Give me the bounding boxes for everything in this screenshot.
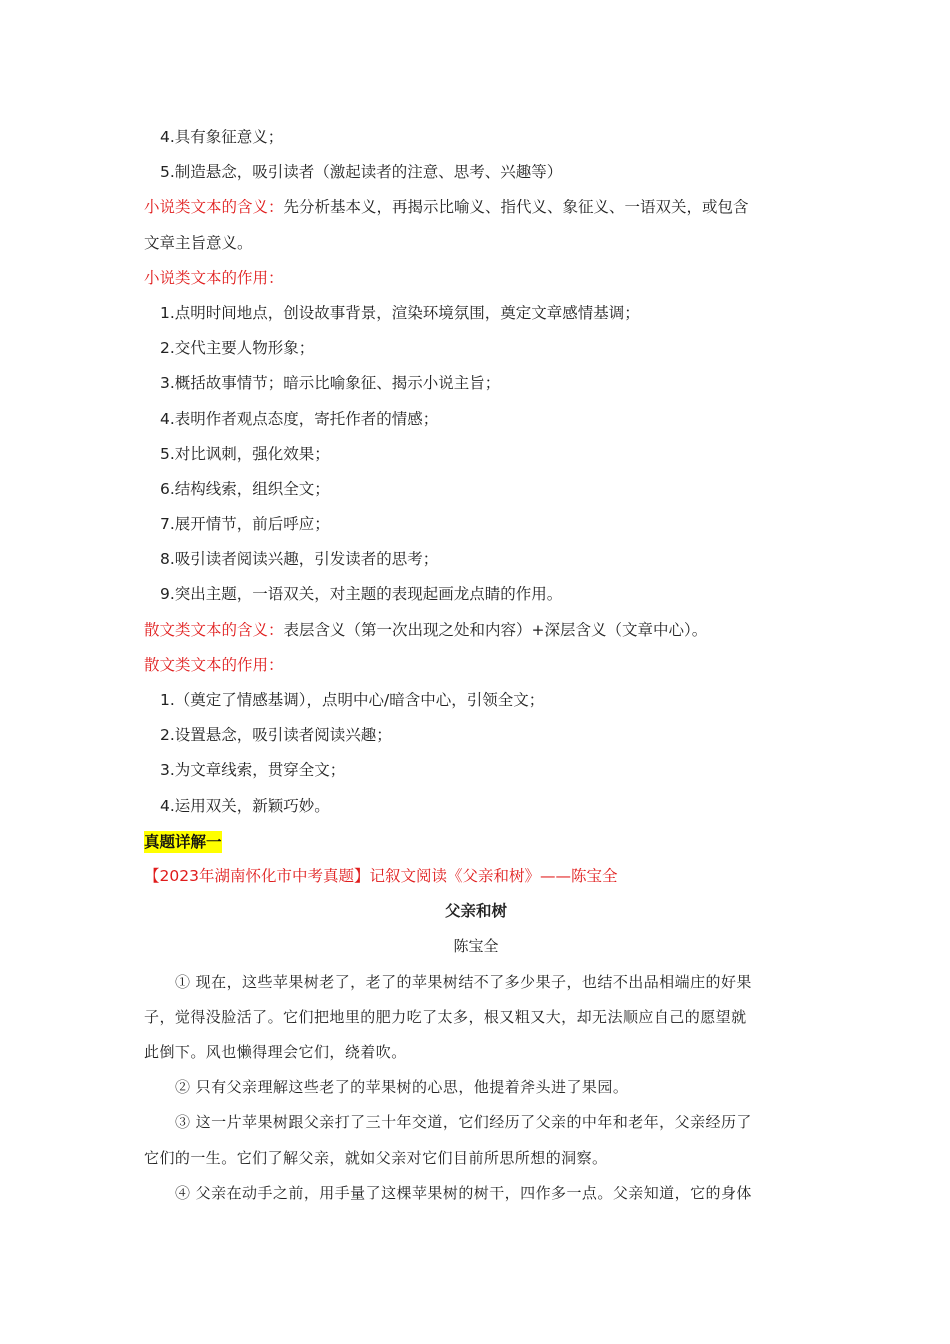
paragraph-line: ③ 这一片苹果树跟父亲打了三十年交道，它们经历了父亲的中年和老年，父亲经历了: [175, 1113, 752, 1132]
section-heading: 真题详解一: [144, 832, 222, 851]
novel-meaning-continuation: 文章主旨意义。: [144, 233, 253, 252]
list-item: 4.表明作者观点态度，寄托作者的情感；: [160, 409, 439, 428]
novel-meaning-label: 小说类文本的含义：: [144, 198, 284, 217]
intro-item: 5.制造悬念，吸引读者（激起读者的注意、思考、兴趣等）: [160, 163, 563, 182]
list-item: 4.运用双关，新颖巧妙。: [160, 796, 330, 815]
essay-function-label: 散文类文本的作用：: [144, 655, 284, 674]
novel-meaning-text: 先分析基本义，再揭示比喻义、指代义、象征义、一语双关，或包含: [283, 198, 749, 217]
novel-meaning-line: [144, 190, 808, 225]
list-item: 2.设置悬念，吸引读者阅读兴趣；: [160, 726, 392, 745]
paragraph-line: ④ 父亲在动手之前，用手量了这棵苹果树的树干，四作多一点。父亲知道，它的身体: [175, 1183, 752, 1202]
paragraph-line: ① 现在，这些苹果树老了，老了的苹果树结不了多少果子，也结不出品相端庄的好果: [175, 972, 752, 991]
intro-item: 4.具有象征意义；: [160, 128, 284, 146]
list-item: 3.概括故事情节；暗示比喻象征、揭示小说主旨；: [160, 374, 501, 393]
article-paragraph-3: [144, 1105, 808, 1175]
list-item: 8.吸引读者阅读兴趣，引发读者的思考；: [160, 550, 439, 569]
list-item: 5.对比讽刺，强化效果；: [160, 444, 330, 463]
paragraph-line: 此倒下。风也懒得理会它们，绕着吹。: [144, 1042, 407, 1061]
section-heading-row: [144, 824, 808, 859]
article-paragraph-4: [144, 1176, 808, 1211]
list-item: 9.突出主题，一语双关，对主题的表现起画龙点睛的作用。: [160, 585, 563, 604]
document-page: [144, 120, 808, 1211]
list-item: 3.为文章线索，贯穿全文；: [160, 761, 346, 780]
article-paragraph-2: [144, 1070, 808, 1105]
article-author: 陈宝全: [453, 937, 499, 956]
novel-function-label: 小说类文本的作用：: [144, 268, 284, 287]
paragraph-line: 它们的一生。它们了解父亲，就如父亲对它们目前所思所想的洞察。: [144, 1148, 608, 1167]
article-paragraph-1: [144, 965, 808, 1071]
essay-meaning-label: 散文类文本的含义：: [144, 620, 284, 639]
exam-source: 【2023年湖南怀化市中考真题】记叙文阅读《父亲和树》——陈宝全: [144, 866, 618, 885]
paragraph-line: 子，觉得没脸活了。它们把地里的肥力吃了太多，根又粗又大，却无法顺应自己的愿望就: [144, 1007, 747, 1026]
list-item: 6.结构线索，组织全文；: [160, 479, 330, 498]
article-title: 父亲和树: [444, 902, 507, 921]
paragraph-line: ② 只有父亲理解这些老了的苹果树的心思，他提着斧头进了果园。: [175, 1078, 629, 1097]
essay-meaning-line: [144, 613, 808, 648]
essay-meaning-text: 表层含义（第一次出现之处和内容）+深层含义（文章中心）。: [283, 620, 708, 639]
list-item: 7.展开情节，前后呼应；: [160, 515, 330, 534]
list-item: 1.点明时间地点，创设故事背景，渲染环境氛围，奠定文章感情基调；: [160, 303, 640, 322]
list-item: 1.（奠定了情感基调），点明中心/暗含中心，引领全文；: [160, 691, 545, 709]
list-item: 2.交代主要人物形象；: [160, 339, 315, 358]
